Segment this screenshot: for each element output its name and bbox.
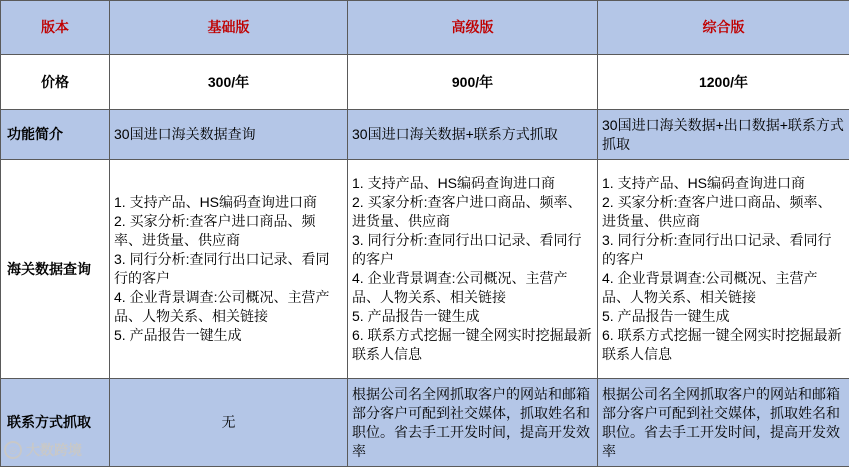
customs-row: [1, 160, 849, 379]
contact-row: [1, 379, 849, 467]
plan-basic-header: 基础版: [110, 1, 348, 55]
contact-label: 联系方式抓取: [1, 379, 110, 467]
feature-item: 4. 企业背景调查:公司概况、主营产品、人物关系、相关链接: [602, 269, 845, 307]
intro-label: 功能简介: [1, 110, 110, 160]
feature-item: 5. 产品报告一键生成: [114, 326, 343, 345]
plan-comprehensive-header: 综合版: [598, 1, 849, 55]
plan-advanced-header: 高级版: [348, 1, 598, 55]
price-comprehensive: 1200/年: [598, 55, 849, 110]
feature-item: 1. 支持产品、HS编码查询进口商: [602, 174, 845, 193]
feature-item: 3. 同行分析:查同行出口记录、看同行的客户: [602, 231, 845, 269]
contact-basic: 无: [110, 379, 348, 467]
price-label: 价格: [1, 55, 110, 110]
header-row: [1, 1, 849, 55]
watermark: [4, 440, 82, 460]
feature-list-basic: [114, 193, 343, 345]
feature-item: 5. 产品报告一键生成: [602, 307, 845, 326]
feature-item: 6. 联系方式挖掘一键全网实时挖掘最新联系人信息: [352, 326, 593, 364]
customs-advanced-cell: [348, 160, 598, 379]
feature-item: 4. 企业背景调查:公司概况、主营产品、人物关系、相关链接: [114, 288, 343, 326]
watermark-text: 大数跨境: [26, 440, 82, 460]
price-row: [1, 55, 849, 110]
customs-comprehensive-cell: [598, 160, 849, 379]
feature-item: 3. 同行分析:查同行出口记录、看同行的客户: [114, 250, 343, 288]
feature-item: 5. 产品报告一键生成: [352, 307, 593, 326]
feature-item: 2. 买家分析:查客户进口商品、频率、进货量、供应商: [602, 193, 845, 231]
feature-item: 2. 买家分析:查客户进口商品、频率、进货量、供应商: [114, 212, 343, 250]
version-header-label: 版本: [1, 1, 110, 55]
feature-item: 3. 同行分析:查同行出口记录、看同行的客户: [352, 231, 593, 269]
contact-comprehensive: 根据公司名全网抓取客户的网站和邮箱部分客户可配到社交媒体，抓取姓名和职位。省去手工开发时间，提高开发效率: [598, 379, 849, 467]
feature-list-advanced: [352, 174, 593, 364]
feature-item: 4. 企业背景调查:公司概况、主营产品、人物关系、相关链接: [352, 269, 593, 307]
intro-basic: 30国进口海关数据查询: [110, 110, 348, 160]
price-basic: 300/年: [110, 55, 348, 110]
intro-advanced: 30国进口海关数据+联系方式抓取: [348, 110, 598, 160]
feature-item: 2. 买家分析:查客户进口商品、频率、进货量、供应商: [352, 193, 593, 231]
feature-item: 1. 支持产品、HS编码查询进口商: [352, 174, 593, 193]
customs-basic-cell: [110, 160, 348, 379]
price-advanced: 900/年: [348, 55, 598, 110]
intro-comprehensive: 30国进口海关数据+出口数据+联系方式抓取: [598, 110, 849, 160]
logo-icon: ◎: [4, 441, 22, 459]
feature-list-comprehensive: [602, 174, 845, 364]
customs-label: 海关数据查询: [1, 160, 110, 379]
feature-item: 6. 联系方式挖掘一键全网实时挖掘最新联系人信息: [602, 326, 845, 364]
feature-item: 1. 支持产品、HS编码查询进口商: [114, 193, 343, 212]
contact-advanced: 根据公司名全网抓取客户的网站和邮箱部分客户可配到社交媒体，抓取姓名和职位。省去手工开发时间，提高开发效率: [348, 379, 598, 467]
intro-row: [1, 110, 849, 160]
